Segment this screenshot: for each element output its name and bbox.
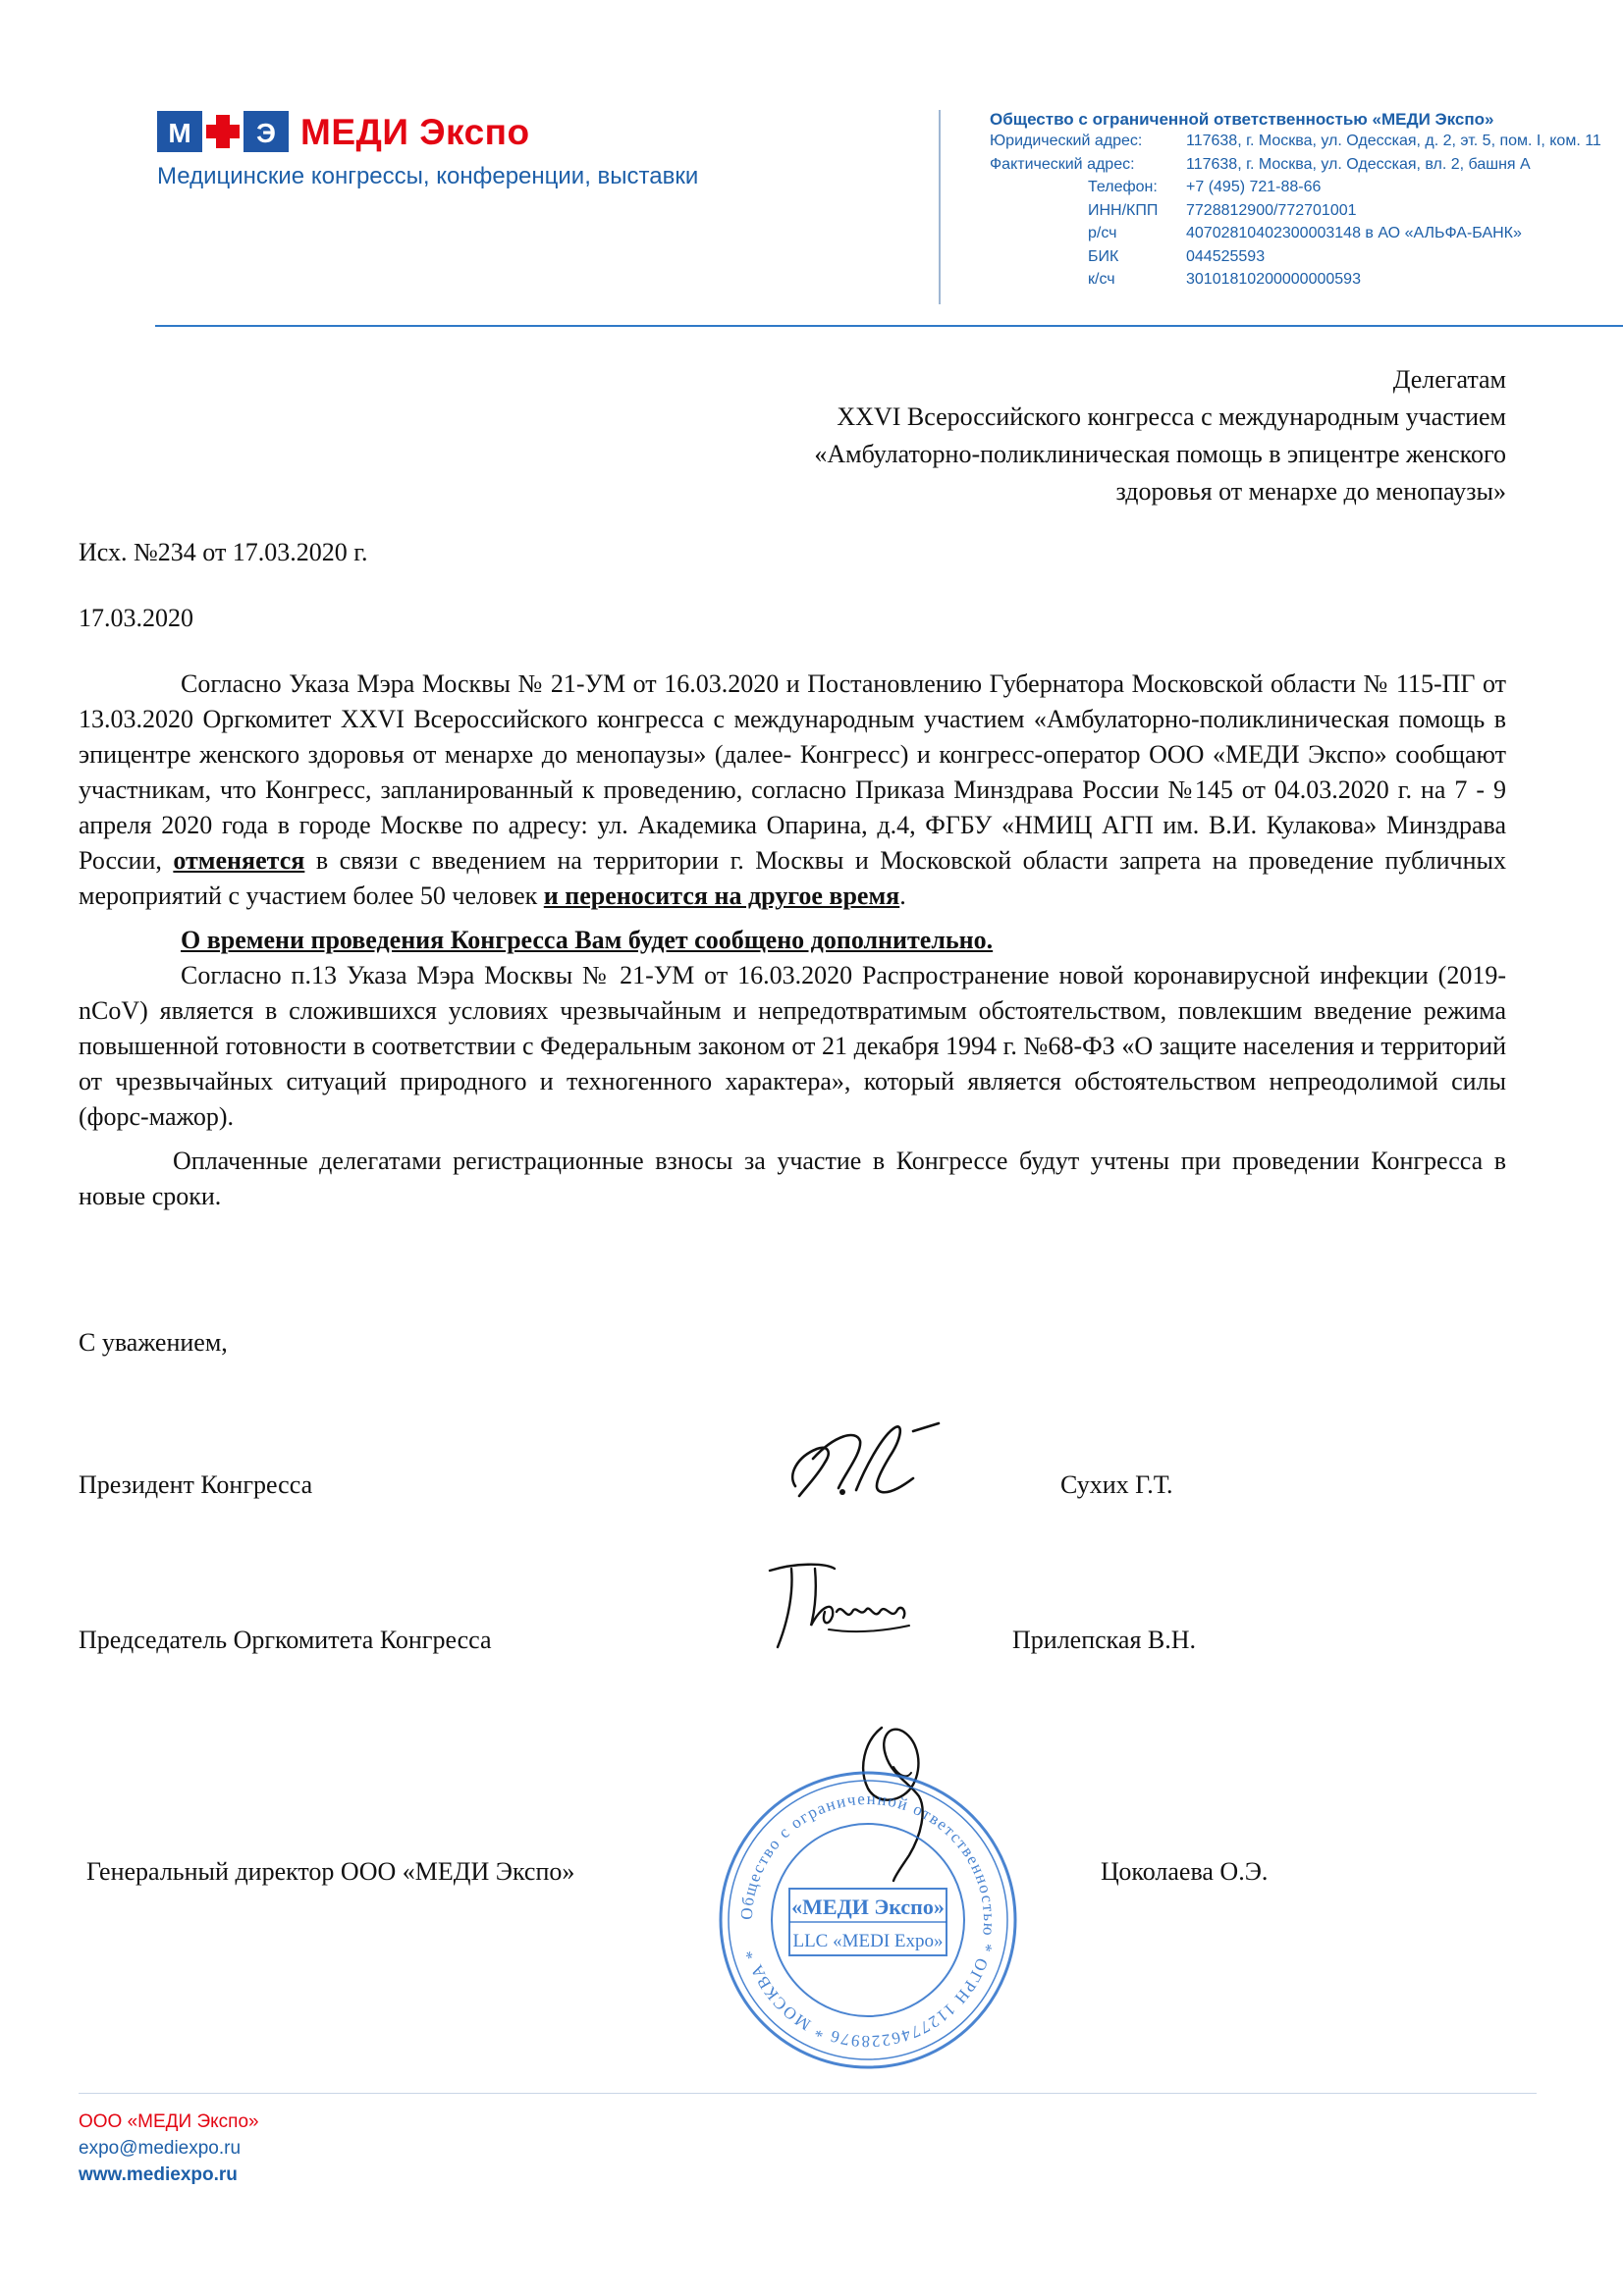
recipient-line: Делегатам (1392, 365, 1506, 394)
seal-name-ru: «МЕДИ Экспо» (791, 1895, 945, 1919)
paragraph-fees: Оплаченные делегатами регистрационные взносы за участие в Конгрессе будут учтены при проведении Конгресса в новые сроки. (79, 1147, 1506, 1210)
president-signature (766, 1406, 943, 1514)
footer-website-link[interactable]: www.mediexpo.ru (79, 2164, 238, 2185)
announcement-text-end: . (899, 881, 906, 910)
signatory-name-chair: Прилепская В.Н. (1012, 1626, 1197, 1654)
announcement-text: Согласно Указа Мэра Москвы № 21-УМ от 16.03.2020 и Постановлению Губернатора Московской области № 115-ПГ от 13.03.2020 Оргкомитет XXVI Всероссийского конгресса с международным участием «Амбулаторно-поликлиническая помощь в эпицентре женского здоровья от менархе до менопаузы» (далее- Конгресс) и конгресс-оператор ООО «МЕДИ Экспо» сообщают участникам, что Конгресс, запланированный к проведению, согласно Приказа Минздрава России №145 от 04.03.2020 г. на 7 - 9 апреля 2020 года в городе Москве по адресу: ул. Академика Опарина, д.4, ФГБУ «НМИЦ АГП им. В.И. Кулакова» Минздрава России, (79, 669, 1506, 875)
requisite-row (990, 133, 1601, 156)
requisite-label: БИК (1088, 247, 1119, 265)
requisite-value: +7 (495) 721-88-66 (1186, 179, 1322, 195)
signatory-role-president: Президент Конгресса (79, 1470, 313, 1499)
company-seal (715, 1767, 1021, 2073)
seal-name-en: LLC «MEDI Expo» (792, 1931, 944, 1951)
header-rule (155, 325, 1623, 327)
recipient-block (622, 361, 1506, 510)
requisite-label: р/сч (1088, 225, 1117, 241)
requisite-row (990, 202, 1493, 226)
requisite-value: 40702810402300003148 в АО «АЛЬФА-БАНК» (1186, 225, 1522, 241)
letter-date: 17.03.2020 (79, 604, 193, 632)
recipient-line: здоровья от менархе до менопаузы» (1115, 477, 1506, 506)
chair-signature (766, 1561, 913, 1659)
outgoing-reference: Исх. №234 от 17.03.2020 г. (79, 538, 368, 566)
requisite-value: 7728812900/772701001 (1186, 201, 1357, 219)
requisite-value: 117638, г. Москва, ул. Одесская, д. 2, эт. 5, пом. I, ком. 11 (1186, 133, 1601, 149)
company-name: Общество с ограниченной ответственностью «МЕДИ Экспо» (990, 110, 1494, 129)
signatory-role-director: Генеральный директор ООО «МЕДИ Экспо» (86, 1857, 575, 1886)
tagline: Медицинские конгрессы, конференции, выставки (157, 163, 699, 189)
requisite-label: Юридический адрес: (990, 133, 1143, 149)
letter-body (79, 667, 1506, 1214)
paragraph-notice (79, 923, 1506, 958)
paragraph-announcement (79, 667, 1506, 914)
requisite-row (990, 271, 1493, 294)
footer-rule (79, 2093, 1537, 2094)
seal-ring-text: Общество с ограниченной ответственностью * ОГРН 1127746228976 * МОСКВА * (736, 1789, 1000, 2052)
company-requisites (990, 110, 1601, 294)
header-divider (939, 110, 941, 304)
signatory-name-director: Цоколаева О.Э. (1101, 1857, 1269, 1886)
signatory-role-chair: Председатель Оргкомитета Конгресса (79, 1626, 492, 1654)
recipient-line: XXVI Всероссийского конгресса с международным участием (837, 402, 1506, 431)
requisite-value: 30101810200000000593 (1186, 271, 1361, 288)
logo-name: МЕДИ Экспо (300, 112, 530, 152)
requisite-label: к/сч (1088, 271, 1115, 288)
footer-company: ООО «МЕДИ Экспо» (79, 2111, 259, 2132)
requisite-label: Фактический адрес: (990, 155, 1135, 173)
requisite-row (990, 248, 1493, 272)
footer (79, 2109, 259, 2188)
logo-letter-m: М (168, 118, 191, 148)
postponed-emphasis: и переносится на другое время (543, 881, 900, 910)
requisite-row (990, 155, 1531, 180)
cancelled-emphasis: отменяется (173, 846, 305, 875)
requisite-label: Телефон: (1088, 179, 1158, 195)
logo-letter-e: Э (256, 118, 276, 148)
signatory-name-president: Сухих Г.Т. (1060, 1470, 1173, 1499)
footer-email-link[interactable]: expo@mediexpo.ru (79, 2138, 242, 2159)
requisite-row (990, 225, 1522, 248)
requisite-label: ИНН/КПП (1088, 201, 1159, 219)
announcement-text-middle: в связи с введением на территории г. Москвы и Московской области запрета на проведение публичных мероприятий с участием более 50 человек (79, 846, 1506, 910)
closing-phrase: С уважением, (79, 1328, 228, 1357)
paragraph-force-majeure: Согласно п.13 Указа Мэра Москвы № 21-УМ от 16.03.2020 Распространение новой коронавирусной инфекции (2019-nCoV) является в сложившихся условиях чрезвычайным и непредотвратимым обстоятельством, повлекшим введение режима повышенной готовности в соответствии с Федеральным законом от 21 декабря 1994 г. №68-ФЗ «О защите населения и территорий от чрезвычайных ситуаций природного и техногенного характера», который является обстоятельством непреодолимой силы (форс-мажор). (79, 961, 1506, 1131)
medi-expo-logo-icon (157, 111, 289, 152)
requisite-row (990, 179, 1493, 202)
recipient-line: «Амбулаторно-поликлиническая помощь в эпицентре женского (814, 440, 1506, 468)
requisite-value: 044525593 (1186, 247, 1266, 265)
notice-text: О времени проведения Конгресса Вам будет сообщено дополнительно. (181, 926, 994, 954)
requisite-value: 117638, г. Москва, ул. Одесская, вл. 2, башня А (1186, 155, 1531, 173)
